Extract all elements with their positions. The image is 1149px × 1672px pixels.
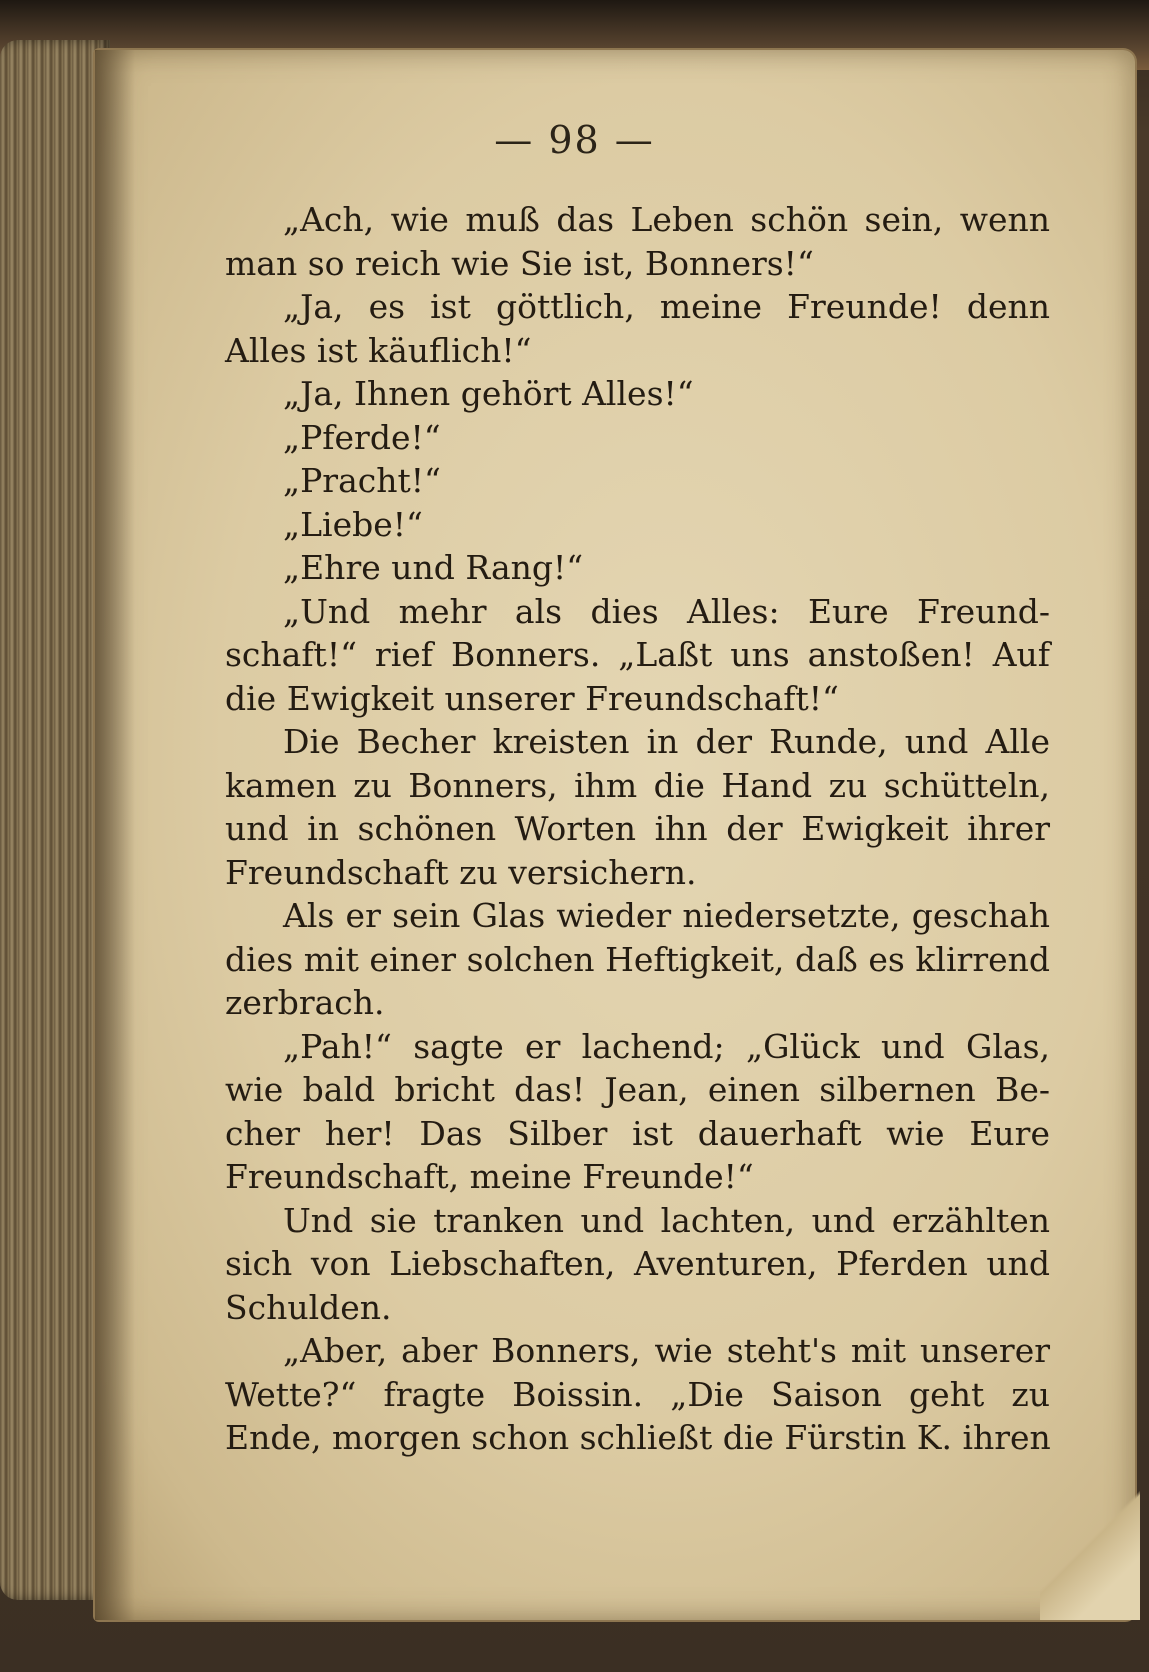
text-line: schaft!“ rief Bonners. „Laßt uns anstoßen! Auf <box>225 635 1050 674</box>
text-line: Als er sein Glas wieder niedersetzte, geschah <box>283 896 1050 935</box>
text-line: Freundschaft zu versichern. <box>225 852 697 892</box>
text-line: dies mit einer solchen Heftigkeit, daß es klirrend <box>225 939 1050 979</box>
text-line: Alles ist käuflich!“ <box>225 330 532 370</box>
text-line: wie bald bricht das! Jean, einen silbernen Be- <box>225 1070 1050 1109</box>
body-text <box>225 198 1050 1460</box>
text-line: Freundschaft, meine Freunde!“ <box>225 1157 754 1196</box>
gutter-shadow <box>95 50 135 1620</box>
text-line: sich von Liebschaften, Aventuren, Pferden und <box>225 1244 1050 1283</box>
text-line: „Ja, Ihnen gehört Alles!“ <box>283 374 694 413</box>
page-number: — 98 — <box>494 118 655 162</box>
text-line: Und sie tranken und lachten, und erzählten <box>283 1200 1050 1240</box>
page-edges <box>0 40 110 1600</box>
text-line: und in schönen Worten ihn der Ewigkeit ihrer <box>225 809 1050 848</box>
text-line: „Pferde!“ <box>283 417 441 457</box>
text-line: Schulden. <box>225 1287 392 1327</box>
text-line: „Ehre und Rang!“ <box>283 548 584 587</box>
text-line: kamen zu Bonners, ihm die Hand zu schütteln, <box>225 765 1050 805</box>
text-line: man so reich wie Sie ist, Bonners!“ <box>225 243 814 283</box>
text-line: „Ja, es ist göttlich, meine Freunde! denn <box>283 287 1050 326</box>
text-line: „Pracht!“ <box>283 461 441 500</box>
text-line: zerbrach. <box>225 983 385 1022</box>
text-line: „Pah!“ sagte er lachend; „Glück und Glas, <box>283 1026 1050 1066</box>
text-line: Ende, morgen schon schließt die Fürstin K. ihren <box>225 1418 1051 1457</box>
text-line: die Ewigkeit unserer Freundschaft!“ <box>225 678 839 718</box>
text-line: Die Becher kreisten in der Runde, und Alle <box>283 722 1050 761</box>
text-line: „Liebe!“ <box>283 504 423 544</box>
text-line: Wette?“ fragte Boissin. „Die Saison geht zu <box>225 1374 1050 1414</box>
page-corner-fold <box>1040 1470 1140 1620</box>
text-line: „Aber, aber Bonners, wie steht's mit unserer <box>283 1331 1050 1370</box>
text-line: „Und mehr als dies Alles: Eure Freund- <box>283 591 1050 631</box>
text-line: „Ach, wie muß das Leben schön sein, wenn <box>283 200 1050 239</box>
text-line: cher her! Das Silber ist dauerhaft wie Eure <box>225 1113 1050 1153</box>
